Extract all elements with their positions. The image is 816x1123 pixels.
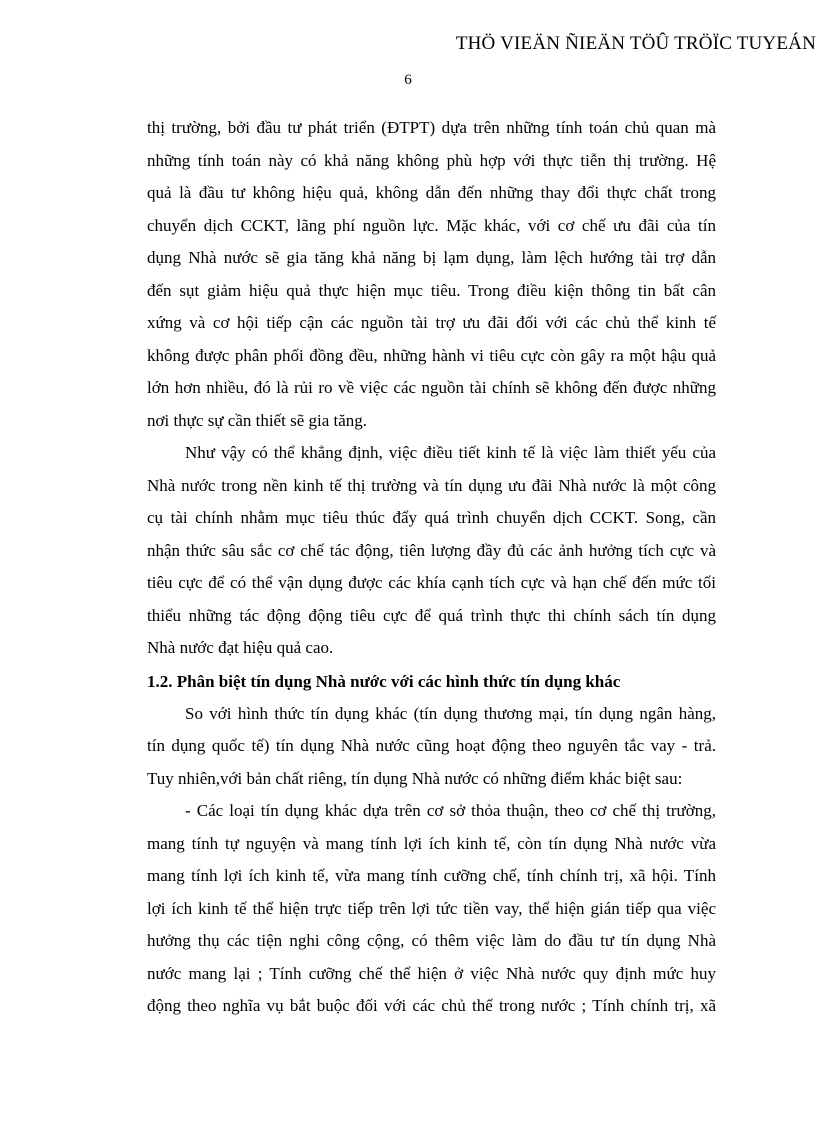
text-line: nơi thực sự cần thiết sẽ gia tăng. bbox=[147, 410, 368, 430]
text-line: cụ tài chính nhằm mục tiêu thúc đẩy quá trình chuyển dịch CCKT. Song, cần bbox=[147, 508, 716, 527]
paragraph bbox=[147, 698, 716, 796]
text-line: xứng và cơ hội tiếp cận các nguồn tài trợ ưu đãi đối với các chủ thể kinh tế bbox=[147, 313, 716, 332]
page-number: 6 bbox=[404, 72, 412, 88]
text-line: Tuy nhiên,với bản chất riêng, tín dụng Nhà nước có những điểm khác biệt sau: bbox=[147, 768, 683, 788]
section-heading: 1.2. Phân biệt tín dụng Nhà nước với các hình thức tín dụng khác bbox=[147, 671, 621, 691]
text-line: chuyển dịch CCKT, lãng phí nguồn lực. Mặc khác, với cơ chế ưu đãi của tín bbox=[147, 215, 716, 235]
paragraph bbox=[147, 112, 716, 437]
text-line: mang tính lợi ích kinh tế, vừa mang tính cưỡng chế, tính chính trị, xã hội. Tính bbox=[147, 866, 716, 885]
header-title: THÖ VIEÄN ÑIEÄN TÖÛ TRÖÏC TUYEÁN bbox=[455, 33, 816, 54]
text-line: tiêu cực để có thể vận dụng được các khía cạnh tích cực và hạn chế đến mức tối bbox=[147, 573, 716, 592]
text-line: những tính toán này có khả năng không phù hợp với thực tiễn thị trường. Hệ bbox=[147, 150, 716, 170]
text-line: dụng Nhà nước sẽ gia tăng khả năng bị lạm dụng, làm lệch hướng tài trợ dẫn bbox=[147, 248, 716, 267]
text-line: So với hình thức tín dụng khác (tín dụng thương mại, tín dụng ngân hàng, bbox=[185, 703, 716, 723]
text-line: tín dụng quốc tế) tín dụng Nhà nước cũng hoạt động theo nguyên tắc vay - trả. bbox=[147, 736, 716, 755]
text-line: mang tính tự nguyện và mang tính lợi ích kinh tế, còn tín dụng Nhà nước vừa bbox=[147, 833, 716, 853]
text-line: Như vậy có thể khẳng định, việc điều tiết kinh tế là việc làm thiết yếu của bbox=[185, 443, 716, 462]
text-line: đến sụt giảm hiệu quả thực hiện mục tiêu. Trong điều kiện thông tin bất cân bbox=[147, 280, 716, 300]
text-line: Nhà nước trong nền kinh tế thị trường và tín dụng ưu đãi Nhà nước là một công bbox=[147, 475, 716, 495]
text-line: nhận thức sâu sắc cơ chế tác động, tiên lượng đầy đủ các ảnh hưởng tích cực và bbox=[147, 540, 716, 560]
text-line: hưởng thụ các tiện nghi công cộng, có thêm việc làm do đầu tư tín dụng Nhà bbox=[147, 931, 716, 950]
text-line: quả là đầu tư không hiệu quả, không dẫn đến những thay đổi thực chất trong bbox=[147, 183, 716, 202]
paragraph bbox=[147, 437, 716, 665]
text-line: động theo nghĩa vụ bắt buộc đối với các chủ thể trong nước ; Tính chính trị, xã bbox=[147, 996, 716, 1015]
text-line: thiểu những tác động động tiêu cực để quá trình thực thi chính sách tín dụng bbox=[147, 605, 716, 625]
text-line: thị trường, bởi đầu tư phát triển (ĐTPT) dựa trên những tính toán chủ quan mà bbox=[147, 118, 716, 137]
text-line: Nhà nước đạt hiệu quả cao. bbox=[147, 638, 334, 657]
text-line: - Các loại tín dụng khác dựa trên cơ sở thỏa thuận, theo cơ chế thị trường, bbox=[185, 801, 716, 820]
text-line: lợi ích kinh tế thể hiện trực tiếp trên lợi tức tiền vay, thể hiện gián tiếp qua việc bbox=[147, 898, 716, 918]
text-line: không được phân phối đồng đều, những hành vi tiêu cực còn gây ra một hậu quả bbox=[147, 345, 716, 365]
text-line: lớn hơn nhiều, đó là rủi ro về việc các nguồn tài chính sẽ không đến được những bbox=[147, 378, 716, 397]
document-body bbox=[147, 112, 716, 1023]
paragraph bbox=[147, 795, 716, 1023]
text-line: nước mang lại ; Tính cưỡng chế thể hiện ở việc Nhà nước quy định mức huy bbox=[147, 963, 716, 983]
